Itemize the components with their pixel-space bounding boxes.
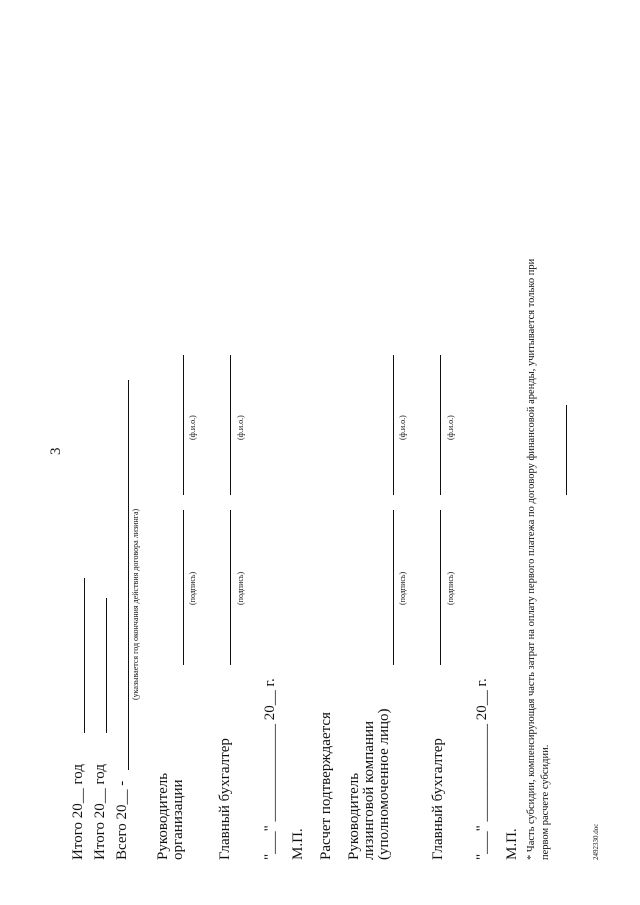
confirmation-title: Расчет подтверждается	[318, 712, 334, 860]
org-date: "___" _____________ 20__ г.	[262, 678, 278, 860]
year-total-1-label: Итого 20__ год	[70, 764, 86, 860]
org-accountant-name-hint: (ф.и.о.)	[236, 415, 245, 440]
org-head-label-1: Руководитель	[155, 772, 171, 860]
year-total-1-line	[84, 578, 85, 733]
org-accountant-signature-line	[230, 510, 231, 665]
leasing-seal: М.П.	[504, 828, 520, 860]
org-head-signature-hint: (подпись)	[188, 571, 197, 605]
org-head-name-line	[183, 355, 184, 495]
page-number: 3	[48, 447, 64, 455]
leasing-accountant-label: Главный бухгалтер	[430, 738, 446, 860]
footnote-line-1: * Часть субсидии, компенсирующая часть затрат на оплату первого платежа по договору финансовой аренды, учитывается только при	[526, 258, 537, 860]
org-accountant-name-line	[230, 355, 231, 495]
grand-total-label: Всего 20__ -	[114, 780, 130, 860]
year-total-2-label: Итого 20__ год	[92, 764, 108, 860]
org-head-label-2: организации	[170, 779, 186, 860]
org-accountant-label: Главный бухгалтер	[217, 738, 233, 860]
year-total-2-line	[106, 598, 107, 733]
leasing-head-name-hint: (ф.и.о.)	[398, 415, 407, 440]
leasing-accountant-signature-hint: (подпись)	[446, 571, 455, 605]
leasing-accountant-name-hint: (ф.и.о.)	[446, 415, 455, 440]
leasing-head-label-3: (уполномоченное лицо)	[376, 708, 392, 860]
leasing-accountant-name-line	[440, 355, 441, 495]
org-head-name-hint: (ф.и.о.)	[188, 415, 197, 440]
grand-total-line	[128, 380, 129, 770]
org-seal: М.П.	[290, 828, 306, 860]
footnote-line-2: первом расчете субсидии.	[540, 744, 551, 860]
grand-total-hint: (указывается год окончания действия договора лизинга)	[131, 508, 140, 700]
leasing-head-signature-line	[393, 510, 394, 665]
org-accountant-signature-hint: (подпись)	[236, 571, 245, 605]
leasing-head-label-2: лизинговой компании	[361, 720, 377, 860]
leasing-head-signature-hint: (подпись)	[398, 571, 407, 605]
leasing-head-label-1: Руководитель	[346, 772, 362, 860]
footnote-separator	[566, 405, 567, 495]
leasing-date: "___" _____________ 20__ г.	[474, 678, 490, 860]
leasing-head-name-line	[393, 355, 394, 495]
file-name: 2492330.doc	[592, 823, 600, 860]
org-head-signature-line	[183, 510, 184, 665]
leasing-accountant-signature-line	[440, 510, 441, 665]
